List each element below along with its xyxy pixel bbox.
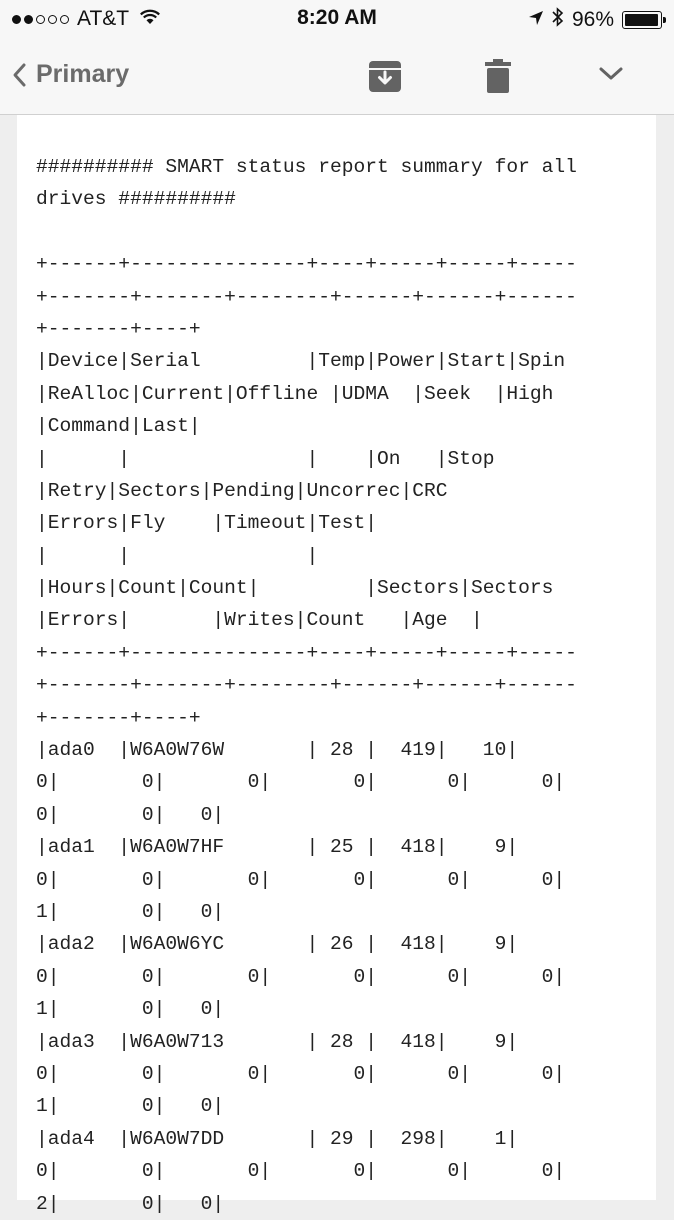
report-line: 2| 0| 0| [36,1192,225,1215]
message-body[interactable] [17,115,656,1215]
report-line: drives ########## [36,188,236,211]
back-button-label: Primary [36,60,130,88]
report-line: |ada4 |W6A0W7DD | 29 | 298| 1| [36,1127,519,1150]
back-button[interactable] [12,60,129,89]
report-line: |ada3 |W6A0W713 | 28 | 418| 9| [36,1030,519,1053]
location-arrow-icon [528,8,544,32]
report-line: 1| 0| 0| [36,900,225,923]
back-chevron-icon [12,63,26,87]
report-line: |Retry|Sectors|Pending|Uncorrec|CRC [36,479,448,502]
report-line: | | | |On |Stop [36,447,495,470]
archive-icon [368,59,402,93]
report-line [36,216,656,248]
report-line: |ReAlloc|Current|Offline |UDMA |Seek |High [36,382,554,405]
report-line: 1| 0| 0| [36,1095,225,1118]
report-line: |Device|Serial |Temp|Power|Start|Spin [36,350,566,373]
battery-icon [622,11,662,29]
report-line: |Errors|Fly |Timeout|Test| [36,512,377,535]
battery-percent: 96% [571,8,614,31]
chevron-down-icon [598,66,624,82]
carrier-name: AT&T [77,7,130,30]
report-line: |ada0 |W6A0W76W | 28 | 419| 10| [36,739,519,762]
report-line: |Hours|Count|Count| |Sectors|Sectors [36,577,554,600]
report-line: 0| 0| 0| 0| 0| 0| [36,868,566,891]
more-options-button[interactable] [598,66,624,87]
report-line: |Errors| |Writes|Count |Age | [36,609,483,632]
report-line: +-------+-------+--------+------+------+------ [36,674,577,697]
report-line: 0| 0| 0| 0| 0| 0| [36,771,566,794]
report-line: 1| 0| 0| [36,998,225,1021]
status-right [528,7,662,33]
bluetooth-icon [552,7,564,33]
report-line: |ada2 |W6A0W6YC | 26 | 418| 9| [36,933,519,956]
trash-icon [484,58,512,94]
report-line: 0| 0| 0| 0| 0| 0| [36,965,566,988]
report-line: 0| 0| 0| [36,803,225,826]
report-line: +------+---------------+----+-----+-----+----- [36,253,577,276]
report-line: | | | [36,544,319,567]
battery-fill [625,14,658,26]
smart-report-text [17,115,656,1220]
archive-button[interactable] [368,59,402,98]
report-line: 0| 0| 0| 0| 0| 0| [36,1160,566,1183]
report-line: +-------+----+ [36,706,201,729]
status-bar [0,0,674,38]
report-line: |ada1 |W6A0W7HF | 25 | 418| 9| [36,836,519,859]
report-line: +-------+-------+--------+------+------+------ [36,285,577,308]
report-line: |Command|Last| [36,415,201,438]
report-line: 0| 0| 0| 0| 0| 0| [36,1062,566,1085]
report-line: ########## SMART status report summary for all [36,156,577,178]
delete-button[interactable] [484,58,512,99]
status-time: 8:20 AM [297,6,377,29]
report-line: +-------+----+ [36,317,201,340]
message-toolbar [0,38,674,115]
report-line: +------+---------------+----+-----+-----+----- [36,641,577,664]
